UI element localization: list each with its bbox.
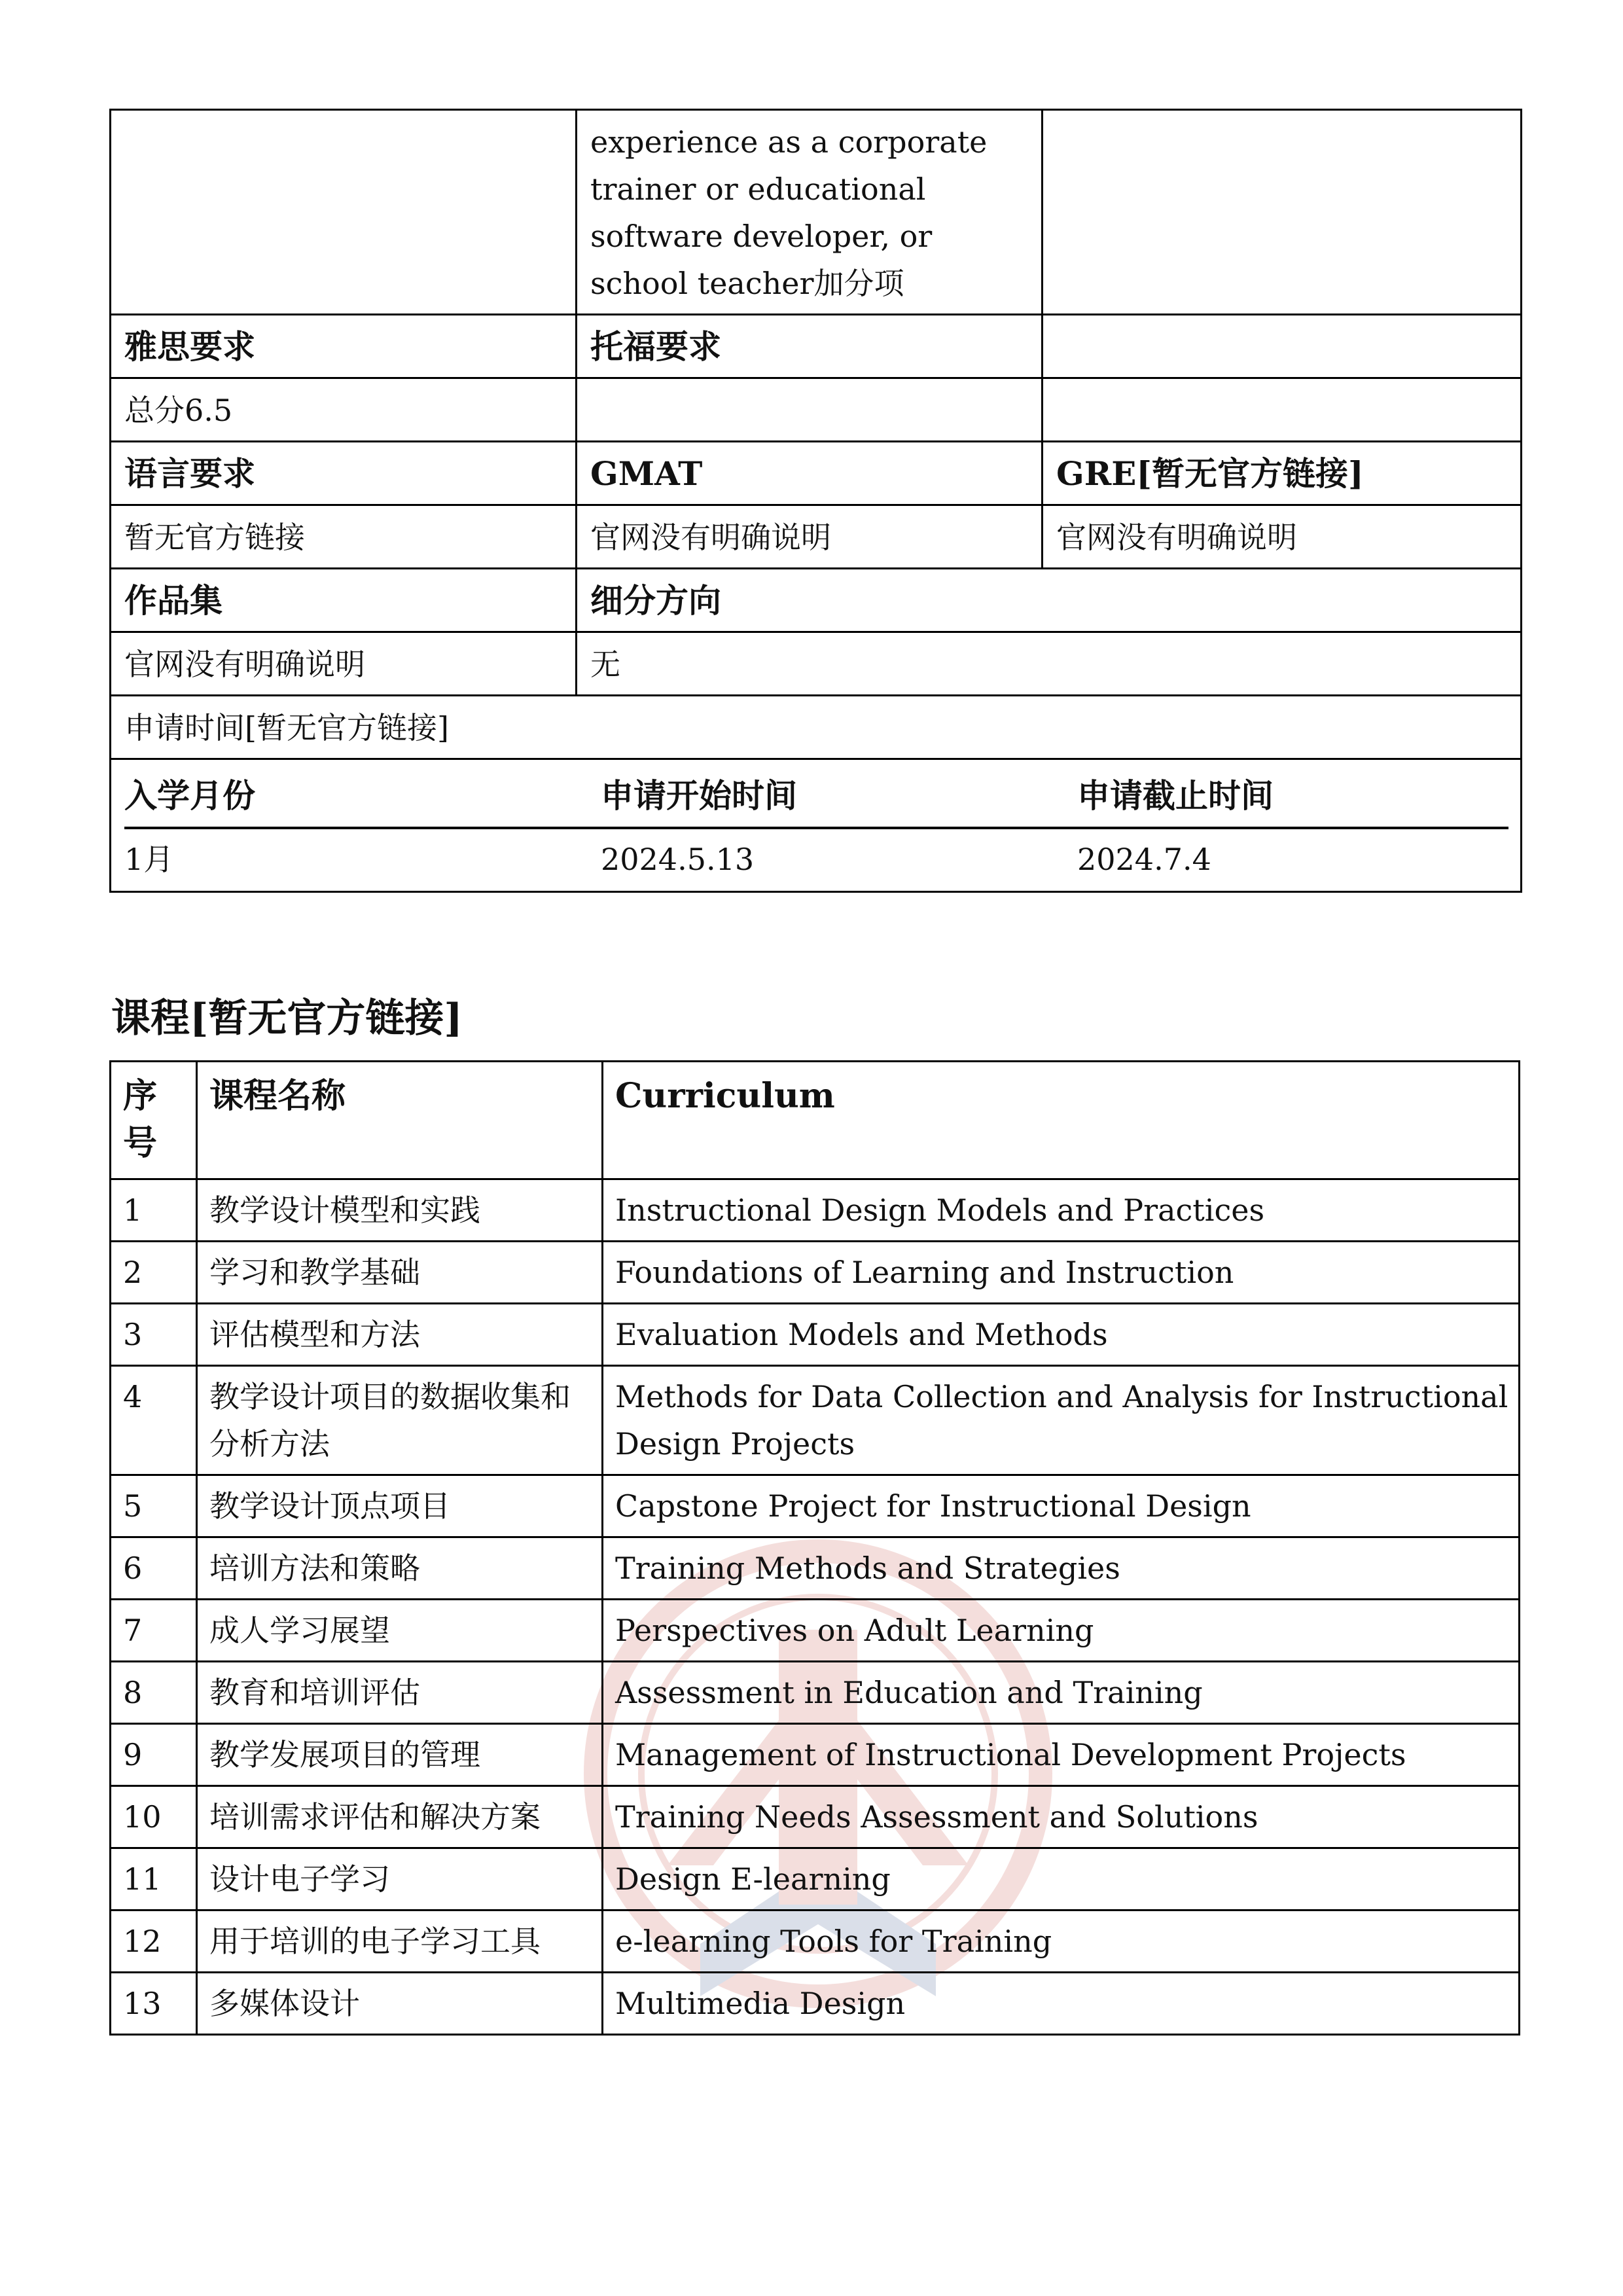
course-number: 4 (111, 1366, 197, 1475)
course-number: 6 (111, 1537, 197, 1600)
table-row (111, 1662, 1520, 1724)
table-row (111, 1179, 1520, 1242)
empty-cell (111, 110, 577, 315)
course-name-en: Multimedia Design (603, 1973, 1520, 2035)
table-row (111, 759, 1522, 892)
course-number: 9 (111, 1724, 197, 1786)
ielts-value: 总分6.5 (111, 378, 577, 442)
gmat-value: 官网没有明确说明 (577, 505, 1043, 569)
course-name-en: Assessment in Education and Training (603, 1662, 1520, 1724)
course-name-en: Methods for Data Collection and Analysis for Instructional Design Projects (603, 1366, 1520, 1475)
language-value: 暂无官方链接 (111, 505, 577, 569)
table-row (111, 1304, 1520, 1366)
experience-requirement: experience as a corporate trainer or educational software developer, or school teacher加分项 (577, 110, 1043, 315)
table-row (111, 1848, 1520, 1910)
column-header-number: 序号 (111, 1062, 197, 1179)
table-row (111, 1786, 1520, 1848)
course-name-cn: 多媒体设计 (197, 1973, 603, 2035)
table-row (111, 1537, 1520, 1600)
courses-table (109, 1060, 1520, 2036)
course-name-cn: 评估模型和方法 (197, 1304, 603, 1366)
course-name-cn: 教学设计模型和实践 (197, 1179, 603, 1242)
table-header-row (111, 1062, 1520, 1179)
course-name-cn: 教学设计项目的数据收集和分析方法 (197, 1366, 603, 1475)
table-row (111, 378, 1522, 442)
deadline-header: 申请截止时间 (1077, 760, 1508, 829)
course-name-en: Design E-learning (603, 1848, 1520, 1910)
courses-heading: 课程[暂无官方链接] (111, 996, 463, 1041)
direction-value: 无 (577, 632, 1522, 696)
table-row (111, 632, 1522, 696)
course-name-en: Perspectives on Adult Learning (603, 1600, 1520, 1662)
empty-cell (577, 378, 1043, 442)
portfolio-header: 作品集 (111, 569, 577, 632)
intake-header: 入学月份 (124, 760, 601, 829)
table-row (111, 1910, 1520, 1973)
course-name-cn: 学习和教学基础 (197, 1242, 603, 1304)
course-number: 3 (111, 1304, 197, 1366)
start-value: 2024.5.13 (601, 842, 755, 877)
course-name-en: Training Methods and Strategies (603, 1537, 1520, 1600)
toefl-header: 托福要求 (577, 315, 1043, 378)
course-name-en: Foundations of Learning and Instruction (603, 1242, 1520, 1304)
intake-schedule (111, 759, 1522, 892)
table-row (111, 569, 1522, 632)
gre-value: 官网没有明确说明 (1043, 505, 1522, 569)
course-number: 12 (111, 1910, 197, 1973)
table-row (111, 442, 1522, 505)
course-number: 13 (111, 1973, 197, 2035)
requirements-table (109, 109, 1522, 893)
course-name-cn: 培训需求评估和解决方案 (197, 1786, 603, 1848)
direction-header: 细分方向 (577, 569, 1522, 632)
course-name-en: Training Needs Assessment and Solutions (603, 1786, 1520, 1848)
table-row (111, 696, 1522, 759)
portfolio-value: 官网没有明确说明 (111, 632, 577, 696)
course-rows (111, 1179, 1520, 2035)
table-row (111, 1724, 1520, 1786)
gre-header: GRE[暂无官方链接] (1043, 442, 1522, 505)
empty-cell (1043, 110, 1522, 315)
table-row (111, 110, 1522, 315)
ielts-header: 雅思要求 (111, 315, 577, 378)
empty-cell (1043, 315, 1522, 378)
course-name-en: Evaluation Models and Methods (603, 1304, 1520, 1366)
column-header-curriculum: Curriculum (603, 1062, 1520, 1179)
application-time-label: 申请时间[暂无官方链接] (111, 696, 1522, 759)
course-name-en: Instructional Design Models and Practices (603, 1179, 1520, 1242)
table-row (111, 1242, 1520, 1304)
course-number: 10 (111, 1786, 197, 1848)
course-name-cn: 教育和培训评估 (197, 1662, 603, 1724)
course-name-cn: 成人学习展望 (197, 1600, 603, 1662)
course-name-en: Management of Instructional Development Projects (603, 1724, 1520, 1786)
course-name-cn: 教学设计顶点项目 (197, 1475, 603, 1537)
course-name-cn: 设计电子学习 (197, 1848, 603, 1910)
table-row (111, 1600, 1520, 1662)
intake-value: 1月 (124, 842, 174, 877)
start-header: 申请开始时间 (601, 760, 1077, 829)
language-header: 语言要求 (111, 442, 577, 505)
course-name-cn: 教学发展项目的管理 (197, 1724, 603, 1786)
course-number: 1 (111, 1179, 197, 1242)
course-number: 5 (111, 1475, 197, 1537)
table-row (111, 1973, 1520, 2035)
empty-cell (1043, 378, 1522, 442)
table-row (111, 1475, 1520, 1537)
course-name-cn: 培训方法和策略 (197, 1537, 603, 1600)
table-row (111, 505, 1522, 569)
course-number: 8 (111, 1662, 197, 1724)
course-number: 2 (111, 1242, 197, 1304)
gmat-header: GMAT (577, 442, 1043, 505)
course-name-en: e-learning Tools for Training (603, 1910, 1520, 1973)
table-row (111, 315, 1522, 378)
column-header-course-name: 课程名称 (197, 1062, 603, 1179)
course-name-cn: 用于培训的电子学习工具 (197, 1910, 603, 1973)
course-number: 7 (111, 1600, 197, 1662)
course-name-en: Capstone Project for Instructional Design (603, 1475, 1520, 1537)
course-number: 11 (111, 1848, 197, 1910)
table-row (111, 1366, 1520, 1475)
deadline-value: 2024.7.4 (1077, 842, 1211, 877)
